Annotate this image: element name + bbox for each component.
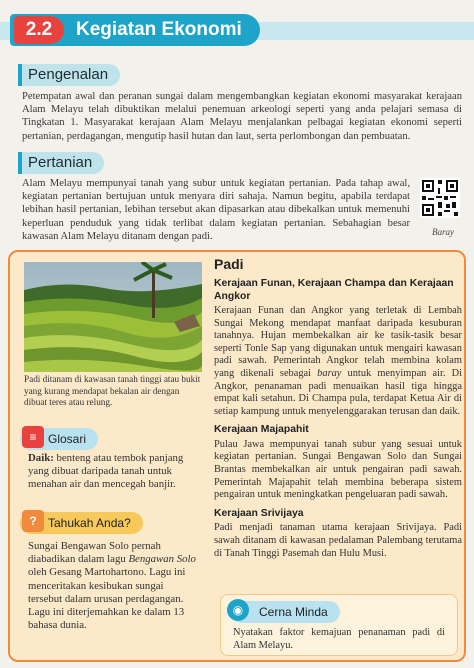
majapahit-text: Pulau Jawa mempunyai tanah subur yang sesuai untuk kegiatan pertanian. Sungai Bengawan Solo dan Sungai Brantas membekalkan air untuk pengairan padi sawah. Pemerintah Majapahit telah membina beberapa sistem pengairan untuk meningkatkan pengeluaran padi sawah. xyxy=(214,438,462,501)
srivijaya-heading: Kerajaan Srivijaya xyxy=(214,507,304,519)
glosari-term: Daik: xyxy=(28,452,54,464)
qr-code-icon[interactable] xyxy=(420,178,460,218)
funan-heading: Kerajaan Funan, Kerajaan Champa dan Kerajaan Angkor xyxy=(214,278,454,302)
funan-text-part2: untuk menyimpan air. Di Angkor, penanaman padi menuaikan hasil tiga hingga empat kali setahun. Di Champa pula, terdapat Ketua Air di setiap kampung untuk menyelenggarakan terusan dan daik. xyxy=(214,367,462,417)
padi-heading: Padi xyxy=(214,256,244,272)
pengenalan-heading: Pengenalan xyxy=(18,64,120,86)
cerna-title: Cerna Minda xyxy=(259,605,328,619)
pengenalan-text: Petempatan awal dan peranan sungai dalam mengembangkan kegiatan ekonomi masyarakat kerajaan Alam Melayu telah dibuktikan melalui penemuan arkeologi seperti yang anda pelajari semasa di Tingkatan 1. Masyarakat kerajaan Alam Melayu menjalankan pelbagai kegiatan ekonomi seperti pertanian, perdagangan, mengutip hasil hutan dan laut, serta perlombongan dan pembuatan. xyxy=(22,91,462,142)
pertanian-heading: Pertanian xyxy=(18,152,104,174)
srivijaya-text: Padi menjadi tanaman utama kerajaan Srivijaya. Padi sawah ditanam di kawasan pedalaman Palembang terutama di Tanah Tinggi Pasemah dan Hulu Musi. xyxy=(214,522,462,559)
cerna-minda-box xyxy=(220,594,458,656)
tahukah-title: Tahukah Anda? xyxy=(48,516,131,530)
rice-terrace-photo xyxy=(24,262,202,372)
pertanian-text: Alam Melayu mempunyai tanah yang subur untuk kegiatan pertanian. Pada tahap awal, kegiatan pertanian bertujuan untuk menyara diri sahaja. Namun begitu, apabila terdapat lebihan hasil pertanian, lebihan tersebut akan dipasarkan atau dibekalkan untuk memenuhi keperluan penduduk yang tidak terlibat dalam kegiatan pertanian. Sebahagian besar kawasan Alam Melayu ditanam dengan padi. xyxy=(22,178,410,242)
glosari-text xyxy=(28,452,196,492)
song-title: Bengawan Solo xyxy=(128,553,196,566)
glosari-definition: benteng atau tembok panjang yang dibuat daripada tanah untuk menahan air dan mencegah banjir. xyxy=(28,452,184,491)
section-header xyxy=(0,0,474,58)
section-number: 2.2 xyxy=(14,16,64,44)
padi-column xyxy=(214,256,462,566)
tahukah-text-after: oleh Gesang Martohartono. Lagu ini menceritakan kesibukan sungai tersebut dalam urusan perdagangan. Lagu ini diterjemahkan ke dalam 13 bahasa dunia. xyxy=(28,566,186,632)
glossary-book-icon: ≡ xyxy=(22,426,44,448)
baray-term: baray xyxy=(317,367,342,379)
brain-icon: ◉ xyxy=(227,599,249,621)
funan-text-part1: Kerajaan Funan dan Angkor yang terletak di Lembah Sungai Mekong mendapat manfaat daripada kesuburan tanahnya. Hujan membekalkan air ke tasik-tasik besar seperti Tonle Sap yang digunakan untuk mengairi kawasan padi sawah. Pemerintah Angkor telah membina kolam yang dikenali sebagai xyxy=(214,305,462,379)
majapahit-heading: Kerajaan Majapahit xyxy=(214,424,309,436)
glosari-title: Glosari xyxy=(48,432,87,446)
funan-text xyxy=(214,305,462,418)
photo-caption: Padi ditanam di kawasan tanah tinggi atau bukit yang kurang mendapat bekalan air dengan dibuat teres atau relung. xyxy=(24,374,201,407)
section-title: Kegiatan Ekonomi xyxy=(76,19,242,40)
tahukah-text xyxy=(28,540,196,632)
question-icon: ? xyxy=(22,510,44,532)
cerna-text: Nyatakan faktor kemajuan penanaman padi di Alam Melayu. xyxy=(233,627,445,651)
qr-caption: Baray xyxy=(432,227,454,237)
tahukah-text-before: Sungai Bengawan Solo pernah diabadikan dalam lagu xyxy=(28,540,161,566)
